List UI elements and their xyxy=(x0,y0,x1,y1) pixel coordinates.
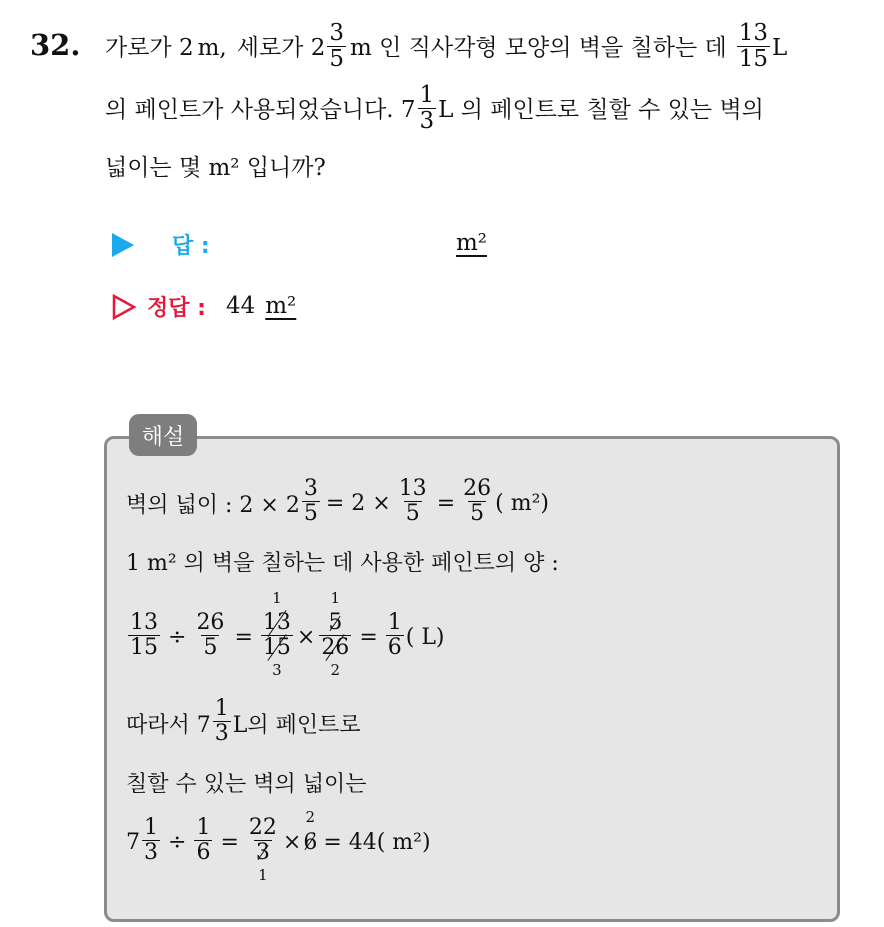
solution-line-4 xyxy=(126,695,361,751)
solution-line-1 xyxy=(126,475,549,531)
sol-text: ÷ xyxy=(168,829,187,855)
solution-tag: 해설 xyxy=(129,414,197,456)
correct-value: 44 xyxy=(225,293,256,319)
fraction: $\frac{1}{3}$ xyxy=(419,82,435,134)
fraction: $\frac{1}{3}$ xyxy=(144,815,158,865)
fraction: $\frac{13}{15}$ xyxy=(738,20,768,72)
sol-text: = xyxy=(234,624,253,650)
q-text: 의 페인트가 사용되었습니다. 7 xyxy=(105,96,416,123)
correct-answer-row xyxy=(111,291,296,322)
q-text: 가로가 2 xyxy=(105,34,194,61)
answer-row xyxy=(112,229,210,260)
solution-line-2: 1 m² 의 벽을 칠하는 데 사용한 페인트의 양 : xyxy=(126,551,559,576)
sol-text: = xyxy=(436,490,456,516)
answer-label: 답 : xyxy=(172,234,210,259)
play-arrow-icon xyxy=(112,233,134,257)
sol-text: = 2 × xyxy=(325,490,391,516)
cancelled-fraction: 22 3 1 xyxy=(248,815,277,884)
fraction: $\frac{13}{15}$ xyxy=(130,610,158,660)
question-line-1 xyxy=(105,22,787,74)
correct-unit: m² xyxy=(265,293,297,319)
answer-unit: m² xyxy=(456,230,488,256)
q-text: m, xyxy=(197,34,227,61)
sol-text: ÷ xyxy=(168,624,187,650)
sol-text: = xyxy=(220,829,239,855)
solution-line-5: 칠할 수 있는 벽의 넓이는 xyxy=(126,772,367,797)
fraction: $\frac{26}{5}$ xyxy=(196,610,225,660)
fraction: $\frac{3}{5}$ xyxy=(303,476,318,526)
sol-text: ( L) xyxy=(405,624,445,650)
outline-arrow-icon xyxy=(111,294,137,320)
solution-line-3 xyxy=(126,589,445,679)
sol-text: ( m²) xyxy=(495,490,549,516)
cancelled-number: 2 6 xyxy=(303,807,318,855)
q-text: 세로가 2 xyxy=(236,34,326,61)
sol-text: 7 xyxy=(126,829,140,855)
sol-text: 벽의 넓이 : 2 × 2 xyxy=(126,492,300,518)
fraction: $\frac{3}{5}$ xyxy=(329,20,344,72)
q-text: L 의 페인트로 칠할 수 있는 벽의 xyxy=(438,96,764,123)
fraction: $\frac{13}{5}$ xyxy=(398,476,427,526)
sol-text: L의 페인트로 xyxy=(232,712,361,738)
q-text: L xyxy=(772,34,788,61)
correct-label: 정답 : xyxy=(147,296,206,321)
sol-text: = xyxy=(359,624,378,650)
question-line-3: 넓이는 몇 m² 입니까? xyxy=(105,155,326,181)
cancelled-fraction: 1 5 26 2 xyxy=(321,589,350,679)
question-line-2 xyxy=(105,84,764,136)
sol-text: × xyxy=(296,624,316,650)
sol-text: 따라서 7 xyxy=(126,712,211,738)
sol-text: = 44( m²) xyxy=(323,829,431,855)
fraction: $\frac{1}{6}$ xyxy=(387,610,402,660)
question-number: 32. xyxy=(30,28,81,62)
q-text: m 인 직사각형 모양의 벽을 칠하는 데 xyxy=(349,34,727,61)
sol-text: × xyxy=(282,829,302,855)
fraction: $\frac{26}{5}$ xyxy=(463,476,492,526)
fraction: $\frac{1}{3}$ xyxy=(214,696,229,746)
fraction: $\frac{1}{6}$ xyxy=(196,815,211,865)
cancelled-fraction: 1 13 15 3 xyxy=(262,589,291,679)
solution-line-6 xyxy=(126,807,431,884)
